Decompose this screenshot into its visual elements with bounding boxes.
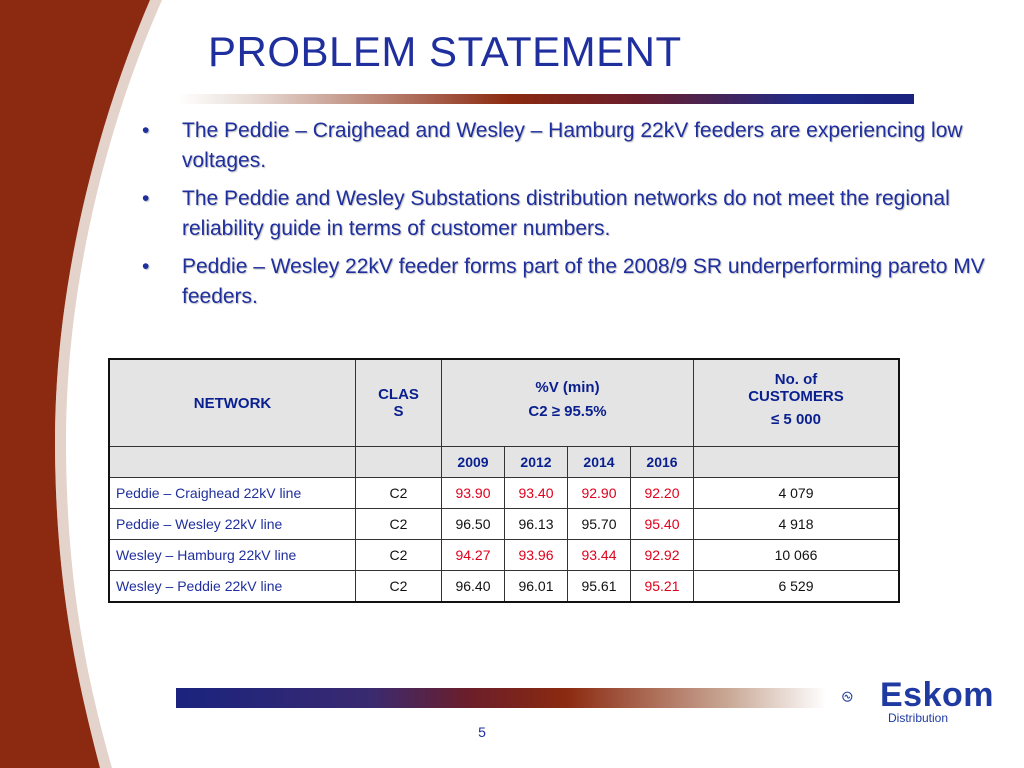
empty-cell — [694, 447, 900, 478]
voltage-cell: 93.96 — [505, 540, 568, 571]
year-cell: 2009 — [442, 447, 505, 478]
voltage-cell: 95.70 — [568, 509, 631, 540]
network-cell: Peddie – Wesley 22kV line — [109, 509, 356, 540]
table-header-row — [109, 359, 899, 447]
top-gradient-bar — [178, 94, 914, 104]
voltage-cell: 93.90 — [442, 478, 505, 509]
header-class-line2: S — [393, 403, 404, 420]
customers-cell: 4 918 — [694, 509, 900, 540]
class-cell: C2 — [356, 509, 442, 540]
year-cell: 2014 — [568, 447, 631, 478]
voltage-cell: 92.92 — [631, 540, 694, 571]
voltage-cell: 96.01 — [505, 571, 568, 603]
class-cell: C2 — [356, 571, 442, 603]
logo-subtitle: Distribution — [888, 711, 949, 725]
bullet-marker: • — [142, 255, 150, 278]
header-voltage-line1: %V (min) — [535, 378, 600, 396]
voltage-cell: 95.40 — [631, 509, 694, 540]
table-row — [109, 478, 899, 509]
table-row — [109, 509, 899, 540]
bullet-item — [142, 184, 1002, 244]
header-voltage-line2: C2 ≥ 95.5% — [528, 402, 607, 420]
header-voltage — [442, 359, 694, 447]
network-cell: Peddie – Craighead 22kV line — [109, 478, 356, 509]
header-class-line1: CLAS — [378, 386, 419, 403]
bullet-item — [142, 252, 1002, 312]
empty-cell — [109, 447, 356, 478]
header-customers — [694, 359, 900, 447]
bullet-text: The Peddie – Craighead and Wesley – Hamburg 22kV feeders are experiencing low voltages. — [182, 119, 963, 172]
bullet-marker: • — [142, 119, 150, 142]
voltage-cell: 96.50 — [442, 509, 505, 540]
voltage-cell: 92.20 — [631, 478, 694, 509]
header-customers-line1: No. of — [774, 371, 818, 388]
voltage-cell: 96.40 — [442, 571, 505, 603]
page-number: 5 — [478, 724, 486, 740]
bottom-gradient-bar — [176, 688, 826, 708]
table-row — [109, 571, 899, 603]
header-class — [356, 359, 442, 447]
network-cell: Wesley – Peddie 22kV line — [109, 571, 356, 603]
bullet-list — [142, 116, 1002, 320]
year-cell: 2012 — [505, 447, 568, 478]
header-network: NETWORK — [109, 359, 356, 447]
empty-cell — [356, 447, 442, 478]
table-years-row — [109, 447, 899, 478]
bullet-text: The Peddie and Wesley Substations distribution networks do not meet the regional reliability guide in terms of customer numbers. — [182, 187, 950, 240]
voltage-cell: 96.13 — [505, 509, 568, 540]
network-cell: Wesley – Hamburg 22kV line — [109, 540, 356, 571]
voltage-cell: 93.40 — [505, 478, 568, 509]
voltage-cell: 95.21 — [631, 571, 694, 603]
voltage-cell: 92.90 — [568, 478, 631, 509]
bullet-item — [142, 116, 1002, 176]
header-customers-line3: ≤ 5 000 — [771, 411, 821, 428]
slide-title: PROBLEM STATEMENT — [208, 28, 682, 75]
customers-cell: 6 529 — [694, 571, 900, 603]
bullet-text: Peddie – Wesley 22kV feeder forms part of the 2008/9 SR underperforming pareto MV feeders. — [182, 255, 985, 308]
logo-wordmark: Eskom — [880, 676, 994, 714]
class-cell: C2 — [356, 540, 442, 571]
voltage-cell: 95.61 — [568, 571, 631, 603]
voltage-cell: 93.44 — [568, 540, 631, 571]
voltage-cell: 94.27 — [442, 540, 505, 571]
voltage-table — [108, 358, 900, 603]
year-cell: 2016 — [631, 447, 694, 478]
header-customers-line2: CUSTOMERS — [748, 388, 844, 405]
class-cell: C2 — [356, 478, 442, 509]
table-row — [109, 540, 899, 571]
customers-cell: 4 079 — [694, 478, 900, 509]
customers-cell: 10 066 — [694, 540, 900, 571]
eskom-logo-icon — [842, 678, 882, 718]
bullet-marker: • — [142, 187, 150, 210]
